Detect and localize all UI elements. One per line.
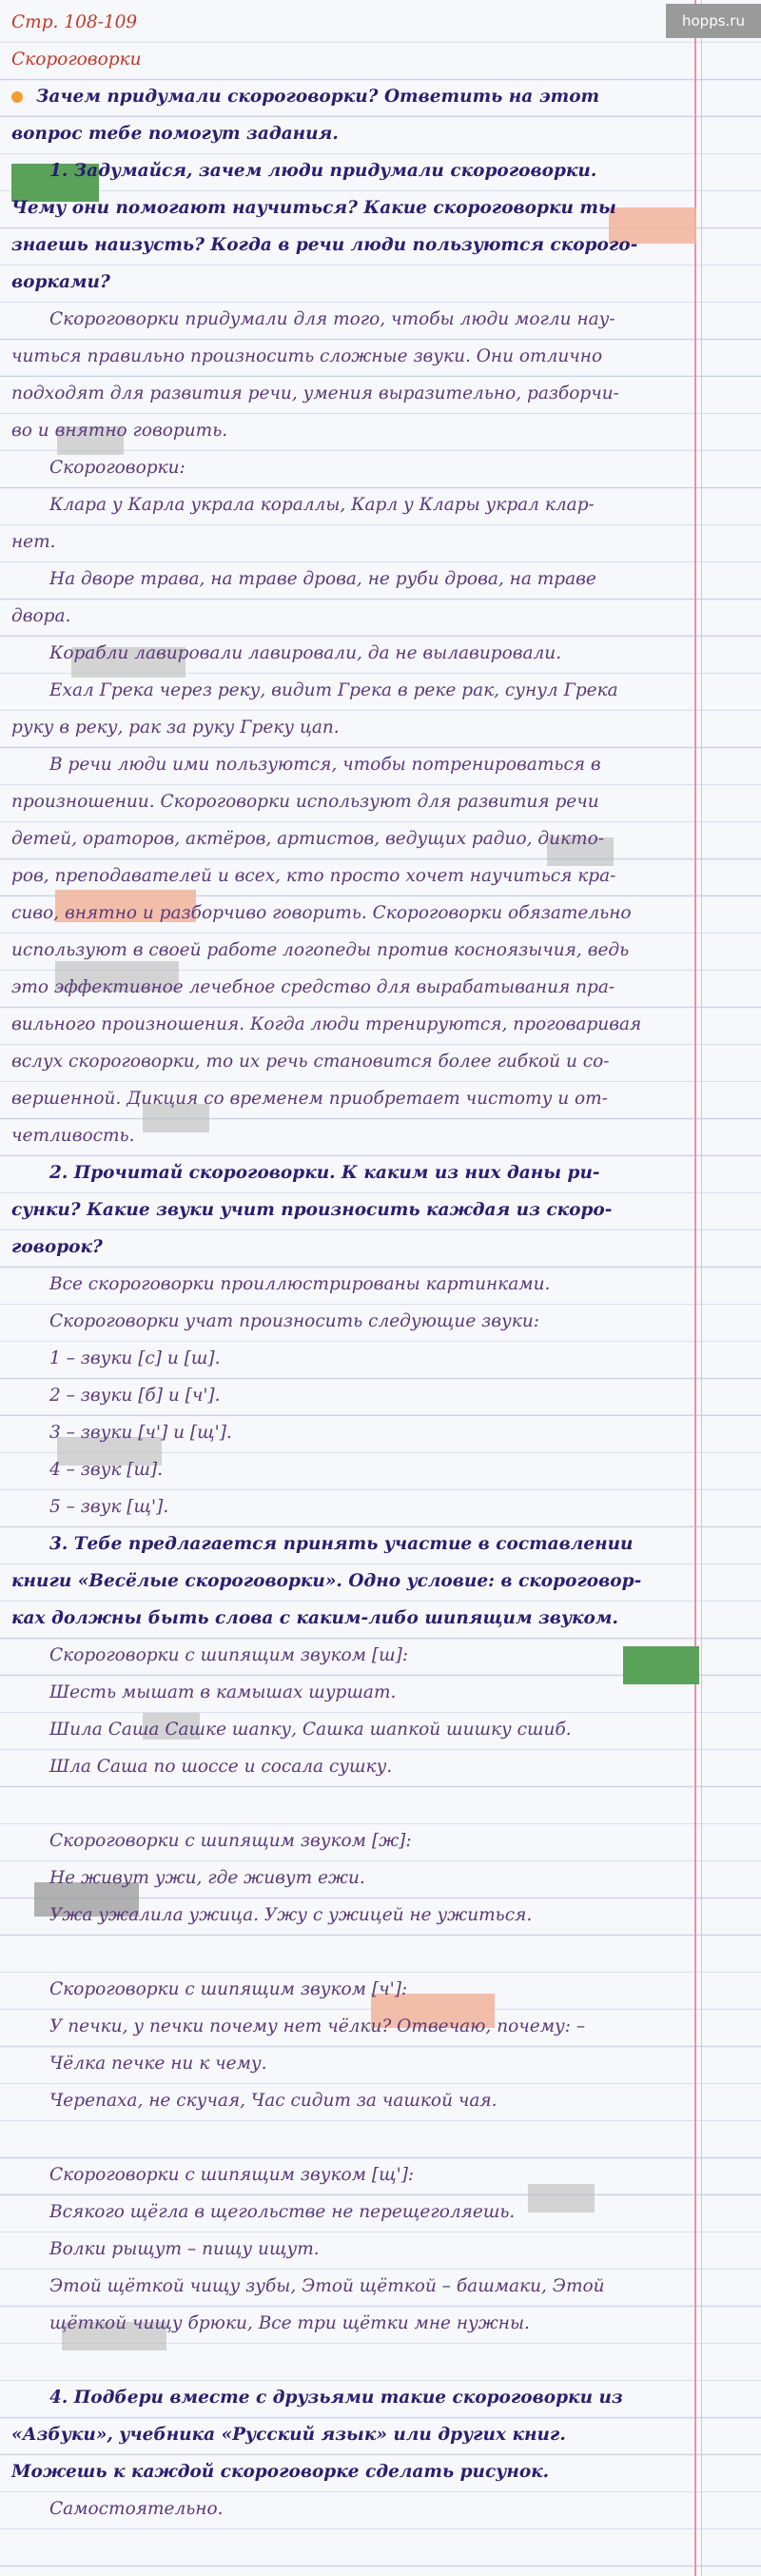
answer-3-line: Черепаха, не скучая, Час сидит за чашкой чая. bbox=[49, 2091, 498, 2111]
answer-2-line: Скороговорки учат произносить следующие звуки: bbox=[49, 1311, 539, 1331]
answer-1-line: во и внятно говорить. bbox=[11, 421, 228, 441]
answer-1-line: вслух скороговорки, то их речь становится более гибкой и со- bbox=[11, 1052, 610, 1072]
answer-1-line: нет. bbox=[11, 532, 56, 552]
answer-1-line: Клара у Карла украла кораллы, Карл у Клары украл клар- bbox=[49, 495, 595, 515]
question-1-line: 1. Задумайся, зачем люди придумали скороговорки. bbox=[49, 161, 597, 181]
homework-page bbox=[11, 4, 689, 2527]
answer-1-line: руку в реку, рак за руку Греку цап. bbox=[11, 718, 340, 737]
intro-line: Зачем придумали скороговорки? Ответить на этот bbox=[11, 78, 689, 115]
answer-3-line: Чёлка печке ни к чему. bbox=[49, 2054, 267, 2074]
answer-3-heading: Скороговорки с шипящим звуком [ш]: bbox=[49, 1645, 409, 1665]
answer-1-line: вершенной. Дикция со временем приобретает чистоту и от- bbox=[11, 1089, 608, 1109]
answer-1-line: В речи люди ими пользуются, чтобы потренироваться в bbox=[49, 755, 601, 775]
question-4-line: 4. Подбери вместе с друзьями такие скороговорки из bbox=[49, 2388, 623, 2408]
blank-line bbox=[11, 2342, 689, 2379]
question-2-line: говорок? bbox=[11, 1237, 103, 1257]
question-4-line: «Азбуки», учебника «Русский язык» или других книг. bbox=[11, 2425, 566, 2445]
answer-2-line: 5 – звук [щ']. bbox=[49, 1497, 169, 1517]
question-1-line: знаешь наизусть? Когда в речи люди пользуются скорого- bbox=[11, 235, 638, 255]
answer-1-line: Корабли лавировали лавировали, да не вылавировали. bbox=[49, 643, 562, 663]
answer-1-line: детей, ораторов, актёров, артистов, ведущих радио, дикто- bbox=[11, 829, 604, 849]
answer-1-line: сиво, внятно и разборчиво говорить. Скороговорки обязательно bbox=[11, 903, 632, 923]
answer-2-line: 3 – звуки [ч'] и [щ']. bbox=[49, 1423, 232, 1443]
question-1-line: Чему они помогают научиться? Какие скороговорки ты bbox=[11, 198, 616, 218]
blank-line bbox=[11, 1785, 689, 1822]
question-1-line: ворками? bbox=[11, 272, 110, 292]
answer-1-line: используют в своей работе логопеды против косноязычия, ведь bbox=[11, 940, 630, 960]
site-watermark: hopps.ru bbox=[666, 4, 761, 38]
question-4-line: Можешь к каждой скороговорке сделать рисунок. bbox=[11, 2462, 550, 2482]
topic-title: Скороговорки bbox=[11, 49, 142, 69]
answer-3-line: У печки, у печки почему нет чёлки? Отвечаю, почему: – bbox=[49, 2016, 586, 2036]
blank-line bbox=[11, 2119, 689, 2156]
answer-2-line: 2 – звуки [б] и [ч']. bbox=[49, 1386, 221, 1406]
answer-3-line: Шила Саша Сашке шапку, Сашка шапкой шишку сшиб. bbox=[49, 1720, 572, 1740]
answer-1-line: четливость. bbox=[11, 1126, 135, 1146]
answer-3-line: Всякого щёгла в щегольстве не перещеголяешь. bbox=[49, 2202, 516, 2222]
notebook-margin-line-secondary bbox=[701, 0, 702, 2576]
blank-line bbox=[11, 1934, 689, 1971]
answer-1-line: произношении. Скороговорки используют для развития речи bbox=[11, 792, 599, 812]
notebook-margin-line bbox=[694, 0, 696, 2576]
answer-2-line: 4 – звук [ш]. bbox=[49, 1460, 164, 1480]
answer-2-line: Все скороговорки проиллюстрированы картинками. bbox=[49, 1274, 551, 1294]
answer-4-line: Самостоятельно. bbox=[49, 2499, 224, 2519]
answer-3-heading: Скороговорки с шипящим звуком [ч']: bbox=[49, 1979, 408, 1999]
answer-1-line: Ехал Грека через реку, видит Грека в реке рак, сунул Грека bbox=[49, 680, 618, 700]
answer-1-line: читься правильно произносить сложные звуки. Они отлично bbox=[11, 346, 603, 366]
page-reference: Стр. 108-109 bbox=[11, 12, 138, 32]
answer-1-line: Скороговорки: bbox=[49, 458, 185, 478]
answer-3-heading: Скороговорки с шипящим звуком [щ']: bbox=[49, 2165, 415, 2185]
answer-3-line: Этой щёткой чищу зубы, Этой щёткой – башмаки, Этой bbox=[49, 2276, 605, 2296]
answer-3-line: Шесть мышат в камышах шуршат. bbox=[49, 1682, 397, 1702]
answer-3-heading: Скороговорки с шипящим звуком [ж]: bbox=[49, 1831, 412, 1851]
answer-1-line: ров, преподавателей и всех, кто просто хочет научиться кра- bbox=[11, 866, 616, 886]
question-2-line: 2. Прочитай скороговорки. К каким из них даны ри- bbox=[49, 1163, 600, 1183]
answer-1-line: вильного произношения. Когда люди тренируются, проговаривая bbox=[11, 1014, 642, 1034]
answer-1-line: это эффективное лечебное средство для вырабатывания пра- bbox=[11, 977, 615, 997]
answer-1-line: На дворе трава, на траве дрова, не руби дрова, на траве bbox=[49, 569, 596, 589]
answer-3-line: Не живут ужи, где живут ежи. bbox=[49, 1868, 365, 1888]
answer-3-line: щёткой чищу брюки, Все три щётки мне нужны. bbox=[49, 2313, 530, 2333]
answer-1-line: двора. bbox=[11, 606, 71, 626]
answer-3-line: Волки рыщут – пищу ищут. bbox=[49, 2239, 320, 2259]
question-3-line: ках должны быть слова с каким-либо шипящим звуком. bbox=[11, 1608, 618, 1628]
answer-2-line: 1 – звуки [с] и [ш]. bbox=[49, 1348, 221, 1368]
answer-1-line: подходят для развития речи, умения выразительно, разборчи- bbox=[11, 383, 619, 403]
question-2-line: сунки? Какие звуки учит произносить каждая из скоро- bbox=[11, 1200, 613, 1220]
bullet-icon bbox=[11, 91, 23, 103]
answer-3-line: Ужа ужалила ужица. Ужу с ужицей не ужиться. bbox=[49, 1905, 533, 1925]
intro-line: вопрос тебе помогут задания. bbox=[11, 124, 339, 144]
question-3-line: 3. Тебе предлагается принять участие в составлении bbox=[49, 1534, 634, 1554]
answer-1-line: Скороговорки придумали для того, чтобы люди могли нау- bbox=[49, 309, 615, 329]
question-3-line: книги «Весёлые скороговорки». Одно условие: в скороговор- bbox=[11, 1571, 642, 1591]
answer-3-line: Шла Саша по шоссе и сосала сушку. bbox=[49, 1757, 393, 1777]
